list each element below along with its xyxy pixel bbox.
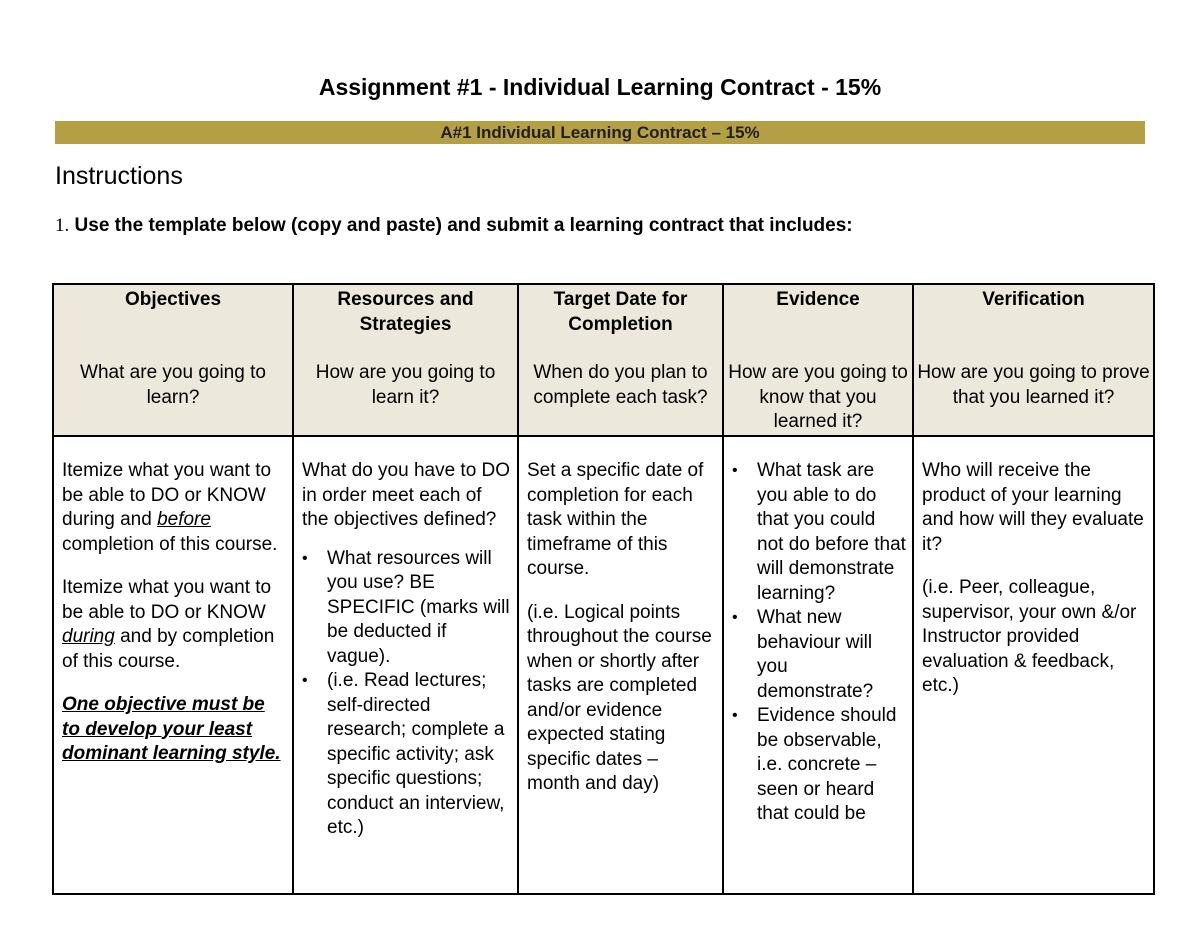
requirement-text: One objective must be to develop your least dominant learning style. xyxy=(62,694,281,764)
text-run: Itemize what you want to be able to DO or KNOW xyxy=(62,577,272,623)
header-resources xyxy=(293,284,518,436)
emphasis-text: before xyxy=(157,509,211,530)
list-item: • What resources will you use? BE SPECIFIC (marks will be deducted if vague). xyxy=(327,547,511,670)
header-question: How are you going to prove that you learned it? xyxy=(917,362,1150,408)
objectives-paragraph xyxy=(62,459,286,557)
list-item: • What new behaviour will you demonstrate? xyxy=(757,606,906,704)
header-title: Resources and Strategies xyxy=(337,289,474,335)
assignment-banner: A#1 Individual Learning Contract – 15% xyxy=(55,121,1145,144)
evidence-list xyxy=(732,459,906,827)
resources-list xyxy=(302,547,511,841)
resources-intro: What do you have to DO in order meet each of the objectives defined? xyxy=(302,460,511,530)
cell-resources xyxy=(293,436,518,894)
cell-evidence xyxy=(723,436,913,894)
instruction-number: 1. xyxy=(55,215,70,236)
text-run: completion of this course. xyxy=(62,533,278,555)
instruction-line xyxy=(55,215,853,237)
target-paragraph: Set a specific date of completion for each task within the timeframe of this course. xyxy=(527,460,704,579)
learning-contract-table xyxy=(52,283,1155,895)
table-header-row xyxy=(53,284,1154,436)
header-question: When do you plan to complete each task? xyxy=(533,362,708,408)
header-title: Objectives xyxy=(124,289,222,310)
header-objectives xyxy=(53,284,293,436)
objectives-paragraph xyxy=(62,576,286,674)
header-title: Target Date for Completion xyxy=(553,289,688,335)
header-target-date xyxy=(518,284,723,436)
list-item: • What task are you able to do that you could not do before that will demonstrate learning? xyxy=(757,459,906,606)
list-item: • (i.e. Read lectures; self-directed research; complete a specific activity; ask specific questions; conduct an interview, etc.) xyxy=(327,669,511,841)
header-question: How are you going to know that you learned it? xyxy=(728,362,908,432)
document-title: Assignment #1 - Individual Learning Contract - 15% xyxy=(318,74,882,100)
header-question: How are you going to learn it? xyxy=(315,362,496,408)
cell-objectives xyxy=(53,436,293,894)
text-run: Itemize what you want to be able to DO or KNOW during and xyxy=(62,460,272,530)
list-item: • Evidence should be observable, i.e. concrete – seen or heard that could be xyxy=(757,704,906,827)
verification-paragraph: (i.e. Peer, colleague, supervisor, your own &/or Instructor provided evaluation & feedback, etc.) xyxy=(922,577,1137,696)
text-run: and by completion of this course. xyxy=(62,626,275,672)
target-paragraph: (i.e. Logical points throughout the course when or shortly after tasks are completed and/or evidence expected stating specific dates – month and day) xyxy=(527,601,712,794)
instruction-text: Use the template below (copy and paste) and submit a learning contract that includes: xyxy=(74,215,853,236)
header-verification xyxy=(913,284,1154,436)
header-question: What are you going to learn? xyxy=(80,362,266,408)
header-evidence xyxy=(723,284,913,436)
instructions-heading: Instructions xyxy=(55,162,183,190)
cell-target-date xyxy=(518,436,723,894)
table-row xyxy=(53,436,1154,894)
header-title: Evidence xyxy=(776,289,860,310)
verification-paragraph: Who will receive the product of your learning and how will they evaluate it? xyxy=(922,460,1144,555)
cell-verification xyxy=(913,436,1154,894)
objectives-requirement xyxy=(62,693,286,767)
header-title: Verification xyxy=(982,289,1085,310)
emphasis-text: during xyxy=(62,626,115,647)
